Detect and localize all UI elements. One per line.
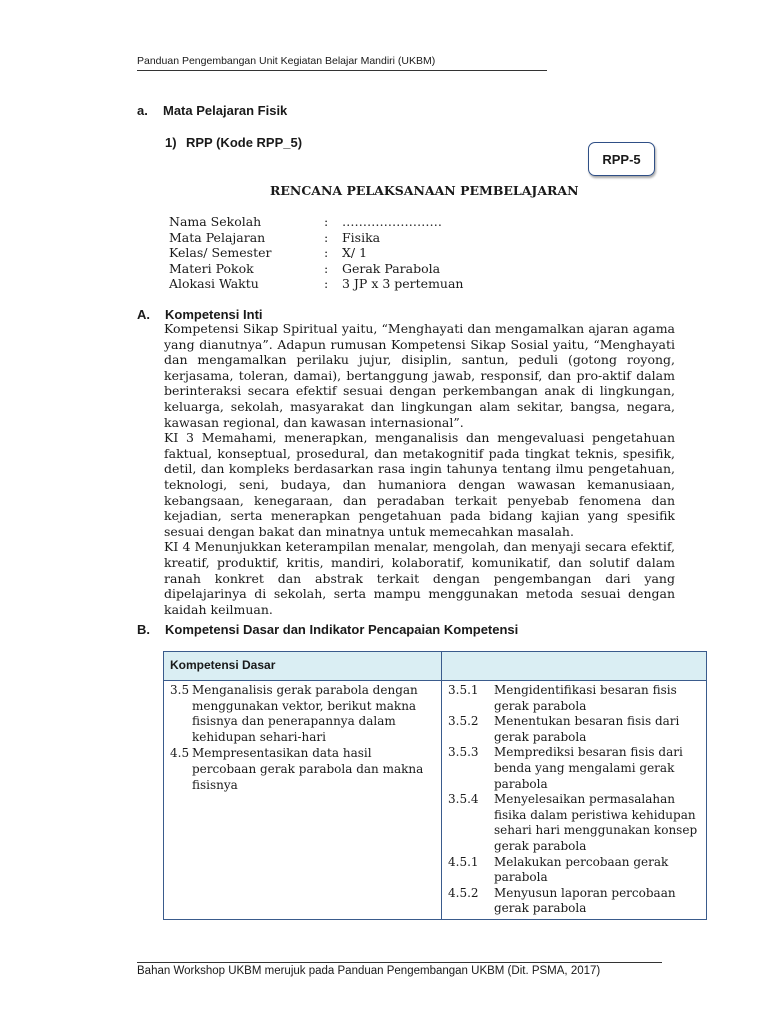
info-value: X/ 1 (342, 245, 368, 260)
rpp-code-badge: RPP-5 (588, 142, 655, 176)
indicator-text: Mengidentifikasi besaran fisis gerak parabola (494, 683, 677, 713)
kompetensi-inti-heading (137, 307, 263, 322)
kd-text: Menganalisis gerak parabola dengan menggunakan vektor, berikut makna fisisnya dan penerapannya dalam kehidupan sehari-hari (192, 683, 418, 744)
indicator-item (448, 745, 702, 792)
header-divider (137, 70, 547, 71)
rpp-heading (165, 135, 302, 150)
section-label: B. (137, 622, 150, 637)
rpp-label: 1) (165, 135, 177, 150)
kompetensi-inti-body (164, 321, 675, 617)
section-a-heading (137, 103, 287, 118)
info-colon: : (324, 214, 329, 229)
kompetensi-dasar-heading (137, 622, 518, 637)
indicator-text: Menyusun laporan percobaan gerak parabola (494, 885, 676, 916)
kd-number: 4.5 (170, 746, 190, 761)
info-key: Mata Pelajaran (169, 229, 266, 245)
info-key: Kelas/ Semester (169, 245, 272, 260)
ki-paragraph-sikap: Kompetensi Sikap Spiritual yaitu, “Menghayati dan mengamalkan ajaran agama yang dianutnya”. Adapun rumusan Kompetensi Sikap Sosial yaitu, “Menghayati dan mengamalkan perilaku jujur, disiplin, santun, peduli (gotong royong, kerjasama, toleran, damai), bertanggung jawab, responsif, dan pro-aktif dalam berinteraksi secara efektif sesuai dengan perkembangan anak di lingkungan, keluarga, sekolah, masyarakat dan lingkungan alam sekitar, bangsa, negara, kawasan regional, dan kawasan internasional”. (164, 321, 675, 430)
indicator-text: Menentukan besaran fisis dari gerak parabola (494, 714, 680, 744)
indicator-text: Melakukan percobaan gerak parabola (494, 854, 669, 885)
info-value: Fisika (342, 229, 381, 245)
indicator-item (448, 792, 702, 854)
indicator-item (448, 714, 702, 745)
table-row (164, 681, 707, 920)
info-value: Gerak Parabola (342, 260, 441, 276)
indicator-number: 3.5.3 (448, 745, 479, 760)
info-row (169, 214, 463, 230)
table-header-row (164, 652, 707, 681)
info-colon: : (324, 260, 329, 276)
identity-table (169, 214, 463, 292)
section-label: A. (137, 307, 150, 322)
info-value: …………………… (342, 214, 442, 229)
kd-item (170, 746, 437, 793)
indicator-item (448, 886, 702, 917)
rpp-title: RPP (Kode RPP_5) (186, 135, 303, 150)
indicator-text: Memprediksi besaran fisis dari benda yang mengalami gerak parabola (494, 745, 683, 791)
page-header: Panduan Pengembangan Unit Kegiatan Belajar Mandiri (UKBM) (137, 55, 436, 67)
table-header-kd: Kompetensi Dasar (164, 652, 442, 681)
indicator-item (448, 683, 702, 714)
info-key: Nama Sekolah (169, 214, 262, 229)
kd-number: 3.5 (170, 683, 190, 697)
indicator-number: 3.5.4 (448, 792, 479, 807)
section-a-label: a. (137, 103, 148, 118)
info-key: Alokasi Waktu (169, 276, 259, 291)
info-colon: : (324, 245, 329, 260)
kd-indicator-table (163, 651, 707, 920)
ki-paragraph-ki3: KI 3 Memahami, menerapkan, menganalisis dan mengevaluasi pengetahuan faktual, konseptual, prosedural, dan metakognitif pada tingkat teknis, spesifik, detil, dan kompleks berdasarkan rasa ingin tahunya tentang ilmu pengetahuan, teknologi, seni, budaya, dan humaniora dengan wawasan kemanusiaan, kebangsaan, kenegaraan, dan peradaban terkait penyebab fenomena dan kejadian, serta menerapkan pengetahuan pada bidang kajian yang spesifik sesuai dengan bakat dan minatnya untuk memecahkan masalah. (164, 430, 675, 539)
footer-divider (137, 962, 662, 963)
info-row (169, 261, 463, 277)
indicator-number: 4.5.1 (448, 854, 479, 869)
section-a-title: Mata Pelajaran Fisik (163, 103, 288, 118)
ki-paragraph-ki4: KI 4 Menunjukkan keterampilan menalar, mengolah, dan menyaji secara efektif, kreatif, produktif, kritis, mandiri, kolaboratif, komunikatif, dan solutif dalam ranah konkret dan abstrak terkait dengan pengembangan dari yang dipelajarinya di sekolah, serta mampu menggunakan metoda sesuai dengan kaidah keilmuan. (164, 539, 675, 617)
table-header-indicator (442, 652, 707, 681)
indicator-text: Menyelesaikan permasalahan fisika dalam peristiwa kehidupan sehari hari menggunakan konsep gerak parabola (494, 792, 698, 853)
kd-text: Mempresentasikan data hasil percobaan gerak parabola dan makna fisisnya (192, 746, 424, 792)
indicator-number: 3.5.1 (448, 683, 479, 697)
section-title: Kompetensi Inti (165, 307, 263, 322)
indicator-number: 3.5.2 (448, 714, 479, 729)
info-colon: : (324, 229, 329, 245)
kd-item (170, 683, 437, 745)
info-value: 3 JP x 3 pertemuan (342, 276, 464, 291)
page-footer: Bahan Workshop UKBM merujuk pada Panduan Pengembangan UKBM (Dit. PSMA, 2017) (137, 965, 601, 977)
document-title: RENCANA PELAKSANAAN PEMBELAJARAN (270, 183, 579, 198)
indicator-number: 4.5.2 (448, 885, 479, 900)
kd-cell (164, 681, 442, 920)
indicator-cell (442, 681, 707, 920)
indicator-item (448, 855, 702, 886)
info-row (169, 276, 463, 292)
info-colon: : (324, 276, 329, 291)
info-key: Materi Pokok (169, 260, 254, 276)
section-title: Kompetensi Dasar dan Indikator Pencapaian Kompetensi (165, 622, 519, 637)
info-row (169, 245, 463, 261)
info-row (169, 230, 463, 246)
